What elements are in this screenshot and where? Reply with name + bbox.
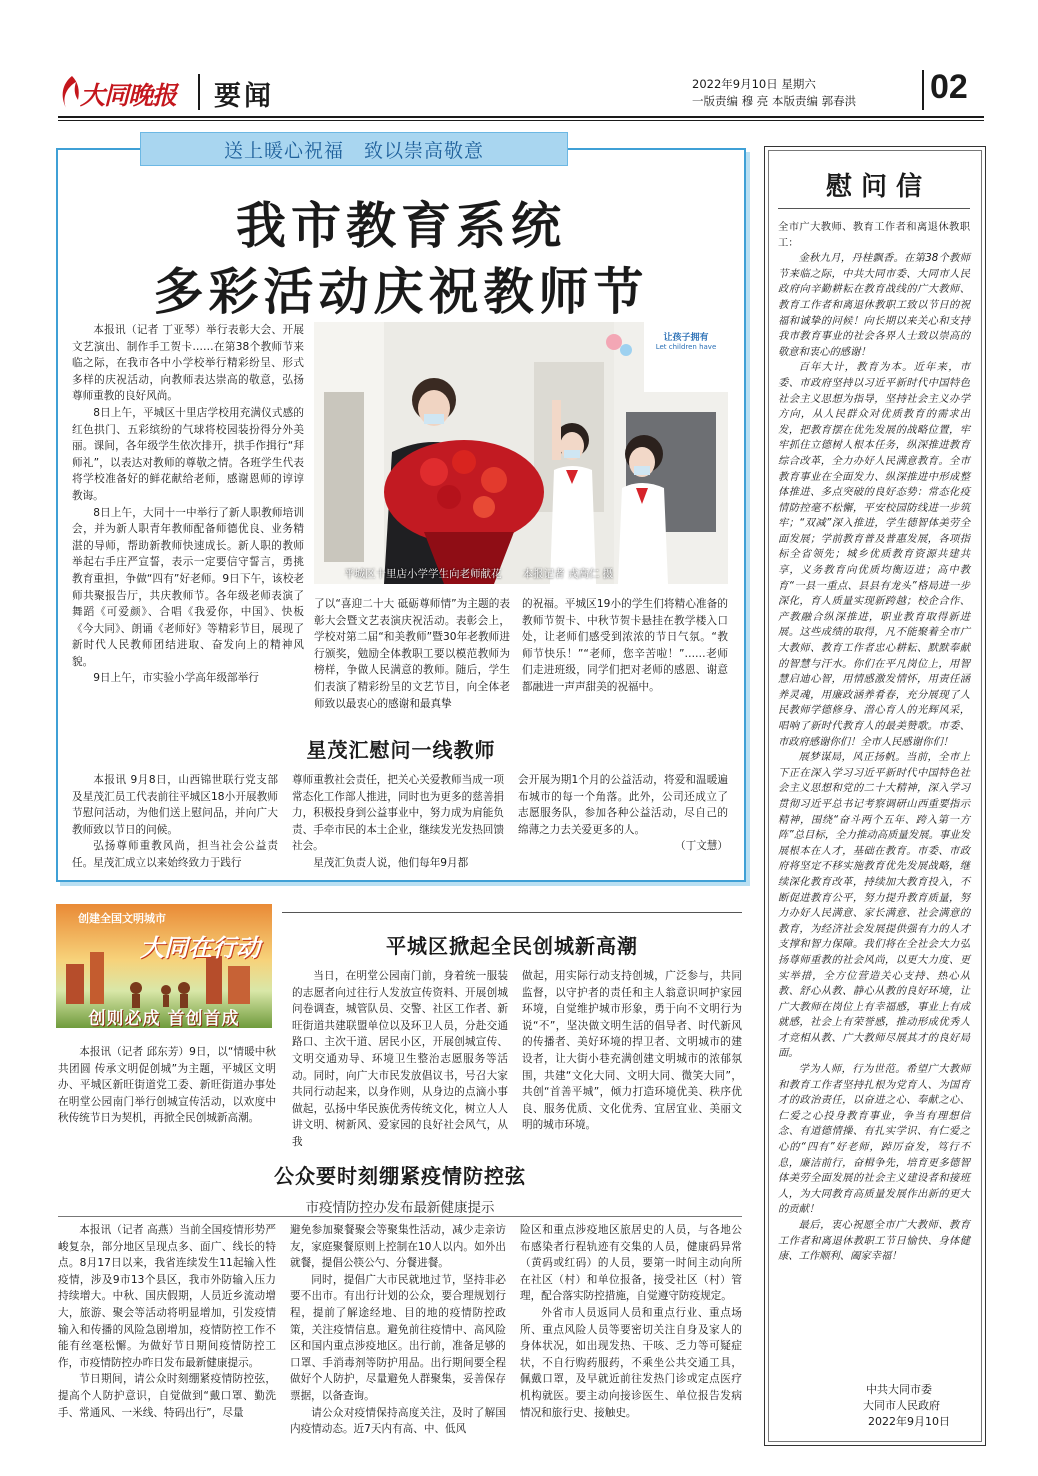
civic-campaign-box: 创建全国文明城市 大同在行动 创则必成 首创首成: [56, 904, 272, 1028]
feature-banner: 送上暖心祝福 致以崇高敬意: [140, 132, 568, 166]
civic-col-1: 本报讯（记者 邱东芳）9日，以“情暖中秋共团圆 传承文明促创城”为主题，平城区文明办、平城区新旺街道党工委、新旺街道办事处在明堂公园南门举行创城宣传活动，以欢度中秋传统节日为契机，再掀全民创城新高潮。: [58, 1046, 276, 1125]
feature-col-1: 本报讯（记者 丁亚琴）举行表彰大会、开展文艺演出、制作手工贺卡……在第38个教师节来临之际，在我市各中小学校举行精彩纷呈、形式多样的庆祝活动，向教师表达崇高的敬意，弘扬尊师重教的良好风尚。 8日上午，平城区十里店学校用充满仪式感的红色拱门、五彩缤纷的气球将校园装扮得分外美丽。课间，各年级学生依次排开，拱手作揖行“拜师礼”，以表达对教师的尊敬之情。各班学生代表将学校准备好的鲜花献给老师，感谢恩师的谆谆教诲。 8日上午，大同十一中举行了新人职教师培训会，并为新人职青年教师配备师德优良、业务精湛的导师，帮助新教师快速成长。新人职的教师举起右手庄严宣誓，表示一定要信守誓言，勇挑教育重担，争做“四有”好老师。9日下午，该校老师共聚报告厅，共庆教师节。各年级老师表演了舞蹈《可爱颜》、合唱《我爱你，中国》、快板《今大同》、朗诵《老师好》等精彩节目，展现了新时代人民教师团结进取、奋发向上的精神风貌。 9日上午，市实验小学高年级部举行: [72, 324, 304, 685]
covid-col-3: 险区和重点涉疫地区旅居史的人员，与各地公布感染者行程轨迹有交集的人员，健康码异常（黄码或红码）的人员，要第一时间主动向所在社区（村）和单位报备，接受社区（村）管理，配合落实防控措施，自觉遵守防疫规定。 外省市人员返同人员和重点行业、重点场所、重点风险人员等要密切关注自身及家人的身体状况，如出现发热、干咳、乏力等可疑症状，不自行购药服药，不乘坐公共交通工具，佩戴口罩，及早就近前往发热门诊或定点医疗机构就医。要主动向接诊医生、单位报告发病情况和旅行史、接触史。: [520, 1224, 742, 1419]
logo-text: 大同晚报: [80, 81, 177, 110]
feature-col-2: 了以“喜迎二十大 砥砺尊师情”为主题的表彰大会暨文艺表演庆祝活动。表彰会上，学校对第二届“和美教师”暨30年老教师进行颁奖，勉励全体教职工要以模范教师为榜样，争做人民满意的教师。随后，学生们表演了精彩纷呈的文艺节目，向全体老师致以最衷心的感谢和最真挚: [314, 598, 510, 710]
covid-col-2: 避免参加聚餐聚会等聚集性活动，减少走亲访友，家庭聚餐原则上控制在10人以内。如外出就餐，提倡公筷公勺、分餐进餐。 同时，提倡广大市民就地过节，坚持非必要不出市。有出行计划的公众，要合理规划行程，提前了解途经地、目的地的疫情防控政策，关注疫情信息。避免前往疫情中、高风险区和国内重点涉疫地区。出行前，准备足够的口罩、手消毒剂等防护用品。出行期间要全程做好个人防护，尽量避免人群聚集，妥善保存票据，以备查询。 请公众对疫情保持高度关注，及时了解国内疫情动态。近7天内有高、中、低风: [290, 1224, 506, 1436]
letter-body: 全市广大教师、教育工作者和离退休教职工： 金秋九月，丹桂飘香。在第38个教师节来临之际，中共大同市委、大同市人民政府向辛勤耕耘在教育战线的广大教师、教育工作者和离退休教职工致以节日的祝福和诚挚的问候！向长期以来关心和支持我市教育事业的社会各界人士致以崇高的敬意和衷心的感谢！ 百年大计，教育为本。近年来，市委、市政府坚持以习近平新时代中国特色社会主义思想为指导，坚持社会主义办学方向，从人民群众对优质教育的需求出发，把教育摆在优先发展的战略位置，牢牢抓住立德树人根本任务，纵深推进教育综合改革，全力办好人民满意教育。全市教育事业在全面发力、纵深推进中形成整体推进、多点突破的良好态势：常态化疫情防控毫不松懈，平安校园防线进一步筑牢；“双减”深入推进，学生德智体美劳全面发展；学前教育普及普惠发展，各项指标全省领先；城乡优质教育资源共建共享，义务教育向优质均衡迈进；高中教育“一县一重点、县县有龙头”格局进一步深化，育人质量实现新跨越；校企合作、产教融合纵深推进，职业教育取得新进展。这些成绩的取得，凡不能聚着全市广大教师、教育工作者忠心耕耘、默默奉献的智慧与汗水。你们在平凡岗位上，用智慧启迪心智，用情感激发情怀，用责任涵养灵魂，用廉政涵养肴春，充分展现了人民教师学德修身、潜心育人的光辉风采，唱响了新时代教育人的最美赞歌。市委、市政府感谢你们！全市人民感谢你们！ 展梦谋局，风正扬帆。当前，全市上下正在深入学习习近平新时代中国特色社会主义思想和党的二十大精神，深入学习贯彻习近平总书记考察调研山西重要指示精神，围绕“奋斗两个五年、跨入第一方阵”总目标，全力推动高质量发展。事业发展根本在人才，基础在教育。市委、市政府将坚定不移实施教育优先发展战略，继续深化教育改革，持续加大教育投入，不断促进教育公平，努力提升教育质量，努力办好人民满意、家长满意、社会满意的教育，为经济社会发展提供强有力的人才支撑和智力保障。我们将在全社会大力弘扬尊师重教的社会风尚，以更大力度、更实举措，全方位营造关心支持、热心从教、舒心从教、静心从教的良好环境，让广大教师在岗位上有幸福感，事业上有成就感，社会上有荣誉感，推动形成优秀人才竞相从教、广大教师尽展其才的良好局面。 学为人师，行为世范。希望广大教师和教育工作者坚持扎根为党育人、为国育才的政治责任，以奋进之心、奉献之心、仁爱之心投身教育事业，争当有理想信念、有道德情操、有扎实学识、有仁爱之心的“四有”好老师，踔厉奋发，笃行不息，廉洁前行，奋楫争先，培育更多德智体美劳全面发展的社会主义建设者和接班人，为大同教育高质量发展作出新的更大的贡献！ 最后，衷心祝愿全市广大教师、教育工作者和离退休教职工节日愉快、身体健康、工作顺利、阖家幸福！: [778, 221, 970, 1263]
feature-col-3: 的祝福。平城区19小的学生们将精心准备的教师节贺卡、中秋节贺卡悬挂在教学楼入口处，让老师们感受到浓浓的节日气氛。“教师节快乐！”“老师，您辛苦啦！”……老师们走进班级，同学们把对老师的感恩、谢意都融进一声声甜美的祝福中。: [522, 598, 728, 693]
covid-col-1: 本报讯（记者 高燕）当前全国疫情形势严峻复杂，部分地区呈现点多、面广、线长的特点。8月17日以来，我省连续发生11起输入性疫情，涉及9市13个县区，我市外防输入压力持续增大。中秋、国庆假期，人员近乡流动增大，旅游、聚会等活动将明显增加，引发疫情输入和传播的风险急剧增加，疫情防控工作不能有丝毫松懈。为做好节日期间疫情防控工作，市疫情防控办昨日发布最新健康提示。 节日期间，请公众时刻绷紧疫情防控弦，提高个人防护意识，自觉做到“戴口罩、勤洗手、常通风、一米线、特码出行”，尽量: [58, 1224, 276, 1419]
civic-top-rule: [282, 912, 742, 913]
issue-date: 2022年9月10日 星期六: [692, 77, 816, 91]
covid-title: 公众要时刻绷紧疫情防控弦: [274, 1164, 526, 1188]
header-rule-thin: [58, 120, 984, 121]
header-rule: [58, 116, 984, 118]
logo-mark-icon: [58, 74, 80, 110]
feature-photo: [314, 322, 728, 584]
photo-caption: 平城区十里店小学学生向老师献花 本报记者 戎高仁 摄: [344, 568, 614, 580]
feature-title-line2: 多彩活动庆祝教师节: [153, 262, 649, 321]
letter-title-rule: [778, 208, 970, 209]
section-title: 要闻: [214, 81, 274, 112]
sub-article-title: 星茂汇慰问一线教师: [306, 738, 496, 762]
civic-title: 平城区掀起全民创城新高潮: [386, 934, 638, 958]
covid-subtitle-rule: [58, 1216, 742, 1217]
photo-sign: 让孩子拥有 Let children have: [655, 333, 717, 351]
teacher-receives-flowers-illustration: [314, 322, 728, 584]
letter-title: 慰 问 信: [825, 172, 923, 202]
page-number: 02: [930, 68, 968, 106]
issue-editors: 一版责编 穆 亮 本版责编 郭春洪: [692, 94, 857, 108]
civic-col-2: 当日，在明堂公园南门前，身着统一服装的志愿者向过往行人发放宣传资料、开展创城问卷调查，城管队员、交警、社区工作者、新旺街道共建联盟单位以及环卫人员，分赴交通路口、主次干道、居民小区，开展创城宣传、文明交通劝导、环境卫生整治志愿服务等活动。同时，向广大市民发放倡议书，号召大家共同行动起来，以身作则，从身边的点滴小事做起，弘扬中华民族优秀传统文化，树立人人讲文明、树新风、爱家园的良好社会风气，从我: [292, 970, 508, 1148]
header-divider: [198, 74, 200, 110]
sub-article-col-2: 尊师重教社会责任，把关心关爱教师当成一项常态化工作部人推进，同时也为更多的慈善捐力，积极投身到公益事业中，努力成为肩能负责、手牵市民的本土企业，继续发光发热回馈社会。 星茂汇负责人说，他们每年9月都: [292, 774, 504, 869]
civic-col-3: 做起，用实际行动支持创城，广泛参与，共同监督，以守护者的责任和主人翁意识呵护家园环境，自觉维护城市形象，勇于向不文明行为说“不”，坚决做文明生活的倡导者、时代新风的传播者、美好环境的捍卫者、文明城市的建设者，让大街小巷充满创建文明城市的浓郁氛围，共建“文化大同、文明大同、微笑大同”，共创“首善平城”，倾力打造环境优美、秩序优良、服务优质、文化优秀、宜居宜业、美丽文明的城市环境。: [522, 970, 742, 1132]
sub-article-col-3: 会开展为期1个月的公益活动，将爱和温暖遍布城市的每一个角落。此外，公司还成立了志愿服务队，参加各种公益活动，尽自己的绵薄之力去关爱更多的人。 （丁文慧）: [518, 774, 728, 853]
header-divider-right: [922, 70, 924, 110]
letter-signature: 中共大同市委 大同市人民政府 2022年9月10日: [863, 1383, 950, 1428]
covid-subtitle: 市疫情防控办发布最新健康提示: [305, 1200, 495, 1216]
feature-title-line1: 我市教育系统: [236, 196, 566, 255]
sub-article-col-1: 本报讯 9月8日，山西锦世联行党支部及星茂汇员工代表前往平城区18小开展教师节慰问活动，为他们送上慰问品，并向广大教师致以节日的问候。 弘扬尊师重教风尚，担当社会公益责任。星茂汇成立以来始终致力于践行: [72, 774, 278, 869]
masthead-logo: [58, 72, 188, 112]
